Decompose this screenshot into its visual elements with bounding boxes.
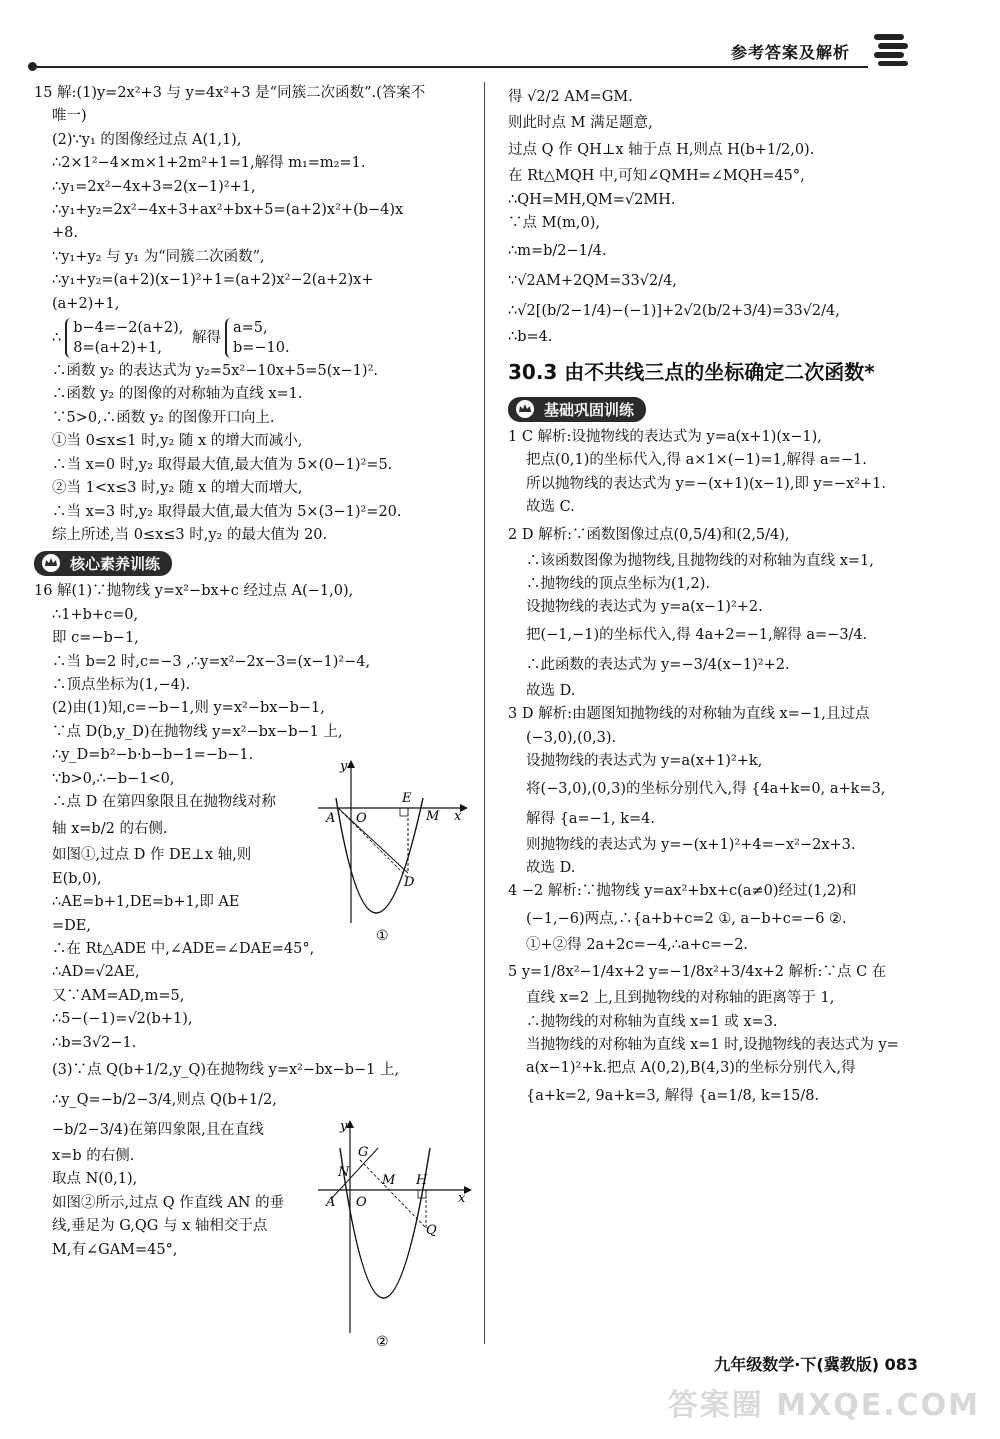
text-line: 在 Rt△MQH 中,可知∠QMH=∠MQH=45°, [508,168,805,185]
book-stack-icon [870,28,912,68]
text-line: 则抛物线的表达式为 y=−(x+1)²+4=−x²−2x+3. [526,836,856,853]
text-line: 直线 x=2 上,且到抛物线的对称轴的距离等于 1, [526,990,835,1007]
text-line: ∴2×1²−4×m×1+2m²+1=1,解得 m₁=m₂=1. [52,155,366,172]
text-line: ∴y_Q=−b/2−3/4,则点 Q(b+1/2, [52,1092,277,1109]
fig2-axis-y: y [340,1119,348,1134]
fig1-axis-x: x [454,809,462,824]
text-line: 2 D 解析:∵函数图像过点(0,5/4)和(2,5/4), [508,526,790,543]
basic-training-banner [508,397,646,422]
text-line: ∴当 x=3 时,y₂ 取得最大值,最大值为 5×(3−1)²=20. [52,503,402,520]
banner-label: 基础巩固训练 [544,401,635,420]
text-line: ∴AD=√2AE, [52,964,140,981]
text-line: 当抛物线的对称轴为直线 x=1 时,设抛物线的表达式为 y= [526,1036,899,1053]
q15-system-line [34,316,464,360]
text-line: ∴AE=b+1,DE=b+1,即 AE [52,894,240,911]
crown-icon [40,553,62,573]
text-line: ∴该函数图像为抛物线,且抛物线的对称轴为直线 x=1, [526,552,874,569]
fig1-point-O: O [356,811,367,826]
text-line: 即 c=−b−1, [52,630,139,647]
text-line: 将(−3,0),(0,3)的坐标分别代入,得 {4a+k=0, a+k=3, [526,780,886,797]
header-rule [33,66,868,68]
text-line: 如图①,过点 D 作 DE⊥x 轴,则 [52,847,252,864]
text-line: 5 y=1/8x²−1/4x+2 y=−1/8x²+3/4x+2 解析:∵点 C 在 [508,964,887,981]
text-line: ∵点 M(m,0), [508,215,600,232]
text-line: =DE, [52,917,91,934]
text-line: ①+②得 2a+2c=−4,∴a+c=−2. [526,936,749,953]
figure-2-graph [318,1118,473,1350]
text-line: 解得 {a=−1, k=4. [526,810,655,827]
text-line: ∴顶点坐标为(1,−4). [52,676,191,693]
fig1-point-E: E [402,791,412,806]
text-line: −b/2−3/4)在第四象限,且在直线 [52,1122,264,1139]
text-line: 16 解(1)∵抛物线 y=x²−bx+c 经过点 A(−1,0), [34,583,354,600]
text-line: ∴QH=MH,QM=√2MH. [508,191,676,208]
fig1-axis-y: y [340,759,348,774]
right-column [508,82,928,1111]
text-line: ∴当 b=2 时,c=−3 ,∴y=x²−2x−3=(x−1)²−4, [52,653,371,670]
crown-icon [514,399,536,419]
text-line: 过点 Q 作 QH⊥x 轴于点 H,则点 H(b+1/2,0). [508,142,815,159]
text-line: ∴y₁=2x²−4x+3=2(x−1)²+1, [52,178,256,195]
fig1-point-A: A [326,811,336,826]
text-line: ∴y₁+y₂=2x²−4x+3+ax²+bx+5=(a+2)x²+(b−4)x [52,202,404,219]
text-line: 又∵AM=AD,m=5, [52,987,185,1004]
text-line: (−1,−6)两点,∴{a+b+c=2 ①, a−b+c=−6 ②. [526,910,847,927]
system-solve-label: 解得 [191,330,221,347]
section-title: 30.3 由不共线三点的坐标确定二次函数* [508,360,875,385]
left-column [34,82,464,1262]
fig2-axis-x: x [458,1191,466,1206]
text-line: ∵b>0,∴−b−1<0, [52,770,175,787]
text-line: ∵点 D(b,y_D)在抛物线 y=x²−bx−b−1 上, [52,723,343,740]
text-line: ∴b=3√2−1. [52,1034,137,1051]
text-line: 如图②所示,过点 Q 作直线 AN 的垂 [52,1194,285,1211]
fig2-point-A: A [326,1195,336,1210]
text-line: M,有∠GAM=45°, [52,1241,178,1258]
text-line: ∵√2AM+2QM=33√2/4, [508,272,677,289]
fig2-label: ② [376,1334,389,1350]
text-line: 故选 D. [526,859,576,876]
system-prefix: ∴ [52,330,62,347]
text-line: (2)由(1)知,c=−b−1,则 y=x²−bx−b−1, [52,700,325,717]
answer-list [508,426,928,1111]
fig2-point-Q: Q [426,1223,437,1238]
solution-2: b=−10. [232,340,290,357]
text-line: ∴抛物线的顶点坐标为(1,2). [526,576,710,593]
question-16-continued [508,82,928,349]
text-line: ∴点 D 在第四象限且在抛物线对称 [52,793,276,810]
text-line: ∴y_D=b²−b·b−b−1=−b−1. [52,747,254,764]
system-solutions [225,318,290,358]
equation-2: 8=(a+2)+1, [73,340,162,357]
fig2-point-M: M [382,1173,396,1188]
footer-book-title: 九年级数学·下(冀教版) [714,1355,880,1374]
text-line: 把点(0,1)的坐标代入,得 a×1×(−1)=1,解得 a=−1. [526,452,867,469]
text-line: ∴5−(−1)=√2(b+1), [52,1011,193,1028]
text-line: ∴抛物线的对称轴为直线 x=1 或 x=3. [526,1013,778,1030]
text-line: (a+2)+1, [52,295,120,312]
text-line: x=b 的右侧. [52,1148,135,1165]
fig1-point-M: M [426,809,440,824]
text-line: ∴m=b/2−1/4. [508,242,607,259]
banner-label: 核心素养训练 [70,555,161,574]
fig2-point-O: O [356,1195,367,1210]
text-line: 轴 x=b/2 的右侧. [52,821,168,838]
fig1-label: ① [376,928,389,944]
figure-1-graph [318,758,468,948]
solution-1: a=5, [232,320,268,337]
text-line: 15 解:(1)y=2x²+3 与 y=4x²+3 是“同簇二次函数”.(答案不 [34,85,426,101]
text-line: a(x−1)²+k.把点 A(0,2),B(4,3)的坐标分别代入,得 [526,1060,856,1077]
system-equations [65,318,183,358]
text-line: 设抛物线的表达式为 y=a(x+1)²+k, [526,753,763,770]
text-line: 则此时点 M 满足题意, [508,115,653,131]
text-line: ①当 0≤x≤1 时,y₂ 随 x 的增大而减小, [52,433,303,450]
text-line: 唯一) [52,108,87,125]
text-line: ∴当 x=0 时,y₂ 取得最大值,最大值为 5×(0−1)²=5. [52,456,393,473]
question-15-continued [34,360,464,547]
text-line: 所以抛物线的表达式为 y=−(x+1)(x−1),即 y=−x²+1. [526,475,887,492]
text-line: 1 C 解析:设抛物线的表达式为 y=a(x+1)(x−1), [508,429,822,446]
text-line: ②当 1<x≤3 时,y₂ 随 x 的增大而增大, [52,480,303,497]
fig1-point-D: D [404,875,415,890]
text-line: ∴此函数的表达式为 y=−3/4(x−1)²+2. [526,656,790,673]
text-line: 3 D 解析:由题图知抛物线的对称轴为直线 x=−1,且过点 [508,706,870,723]
question-15 [34,82,464,316]
text-line: (2)∵y₁ 的图像经过点 A(1,1), [52,131,242,148]
page-number: 083 [884,1355,918,1374]
text-line: ∴在 Rt△ADE 中,∠ADE=∠DAE=45°, [52,941,315,957]
text-line: 把(−1,−1)的坐标代入,得 4a+2=−1,解得 a=−3/4. [526,626,868,643]
text-line: (−3,0),(0,3). [526,729,617,746]
text-line: 故选 C. [526,499,575,516]
text-line: 故选 D. [526,682,576,699]
text-line: ∴函数 y₂ 的表达式为 y₂=5x²−10x+5=5(x−1)². [52,363,379,380]
text-line: ∴b=4. [508,328,553,345]
fig2-point-N: N [338,1165,350,1180]
text-line: ∴√2[(b/2−1/4)−(−1)]+2√2(b/2+3/4)=33√2/4, [508,302,840,319]
header-title: 参考答案及解析 [730,43,850,62]
page-header [0,0,1000,72]
text-line: +8. [52,225,78,242]
core-training-banner [34,551,172,576]
page-footer [714,1352,918,1375]
equation-1: b−4=−2(a+2), [73,320,184,337]
text-line: 4 −2 解析:∵抛物线 y=ax²+bx+c(a≠0)经过(1,2)和 [508,883,857,900]
text-line: ∴函数 y₂ 的图像的对称轴为直线 x=1. [52,386,303,403]
text-line: 得 √2/2 AM=GM. [508,89,633,105]
text-line: ∵5>0,∴函数 y₂ 的图像开口向上. [52,409,275,426]
fig2-point-G: G [358,1145,369,1160]
watermark: 答案圈 MXQE.COM [667,1388,980,1423]
text-line: 设抛物线的表达式为 y=a(x−1)²+2. [526,599,763,616]
text-line: ∵y₁+y₂ 与 y₁ 为“同簇二次函数”, [52,248,265,265]
text-line: 综上所述,当 0≤x≤3 时,y₂ 的最大值为 20. [52,526,328,543]
text-line: E(b,0), [52,870,102,887]
column-divider [484,82,485,1344]
text-line: (3)∵点 Q(b+1/2,y_Q)在抛物线 y=x²−bx−b−1 上, [52,1062,400,1079]
text-line: 线,垂足为 G,QG 与 x 轴相交于点 [52,1218,268,1235]
text-line: ∴1+b+c=0, [52,606,139,623]
text-line: {a+k=2, 9a+k=3, 解得 {a=1/8, k=15/8. [526,1087,820,1104]
fig2-point-H: H [416,1173,428,1188]
text-line: 取点 N(0,1), [52,1171,138,1188]
text-line: ∴y₁+y₂=(a+2)(x−1)²+1=(a+2)x²−2(a+2)x+ [52,272,374,289]
